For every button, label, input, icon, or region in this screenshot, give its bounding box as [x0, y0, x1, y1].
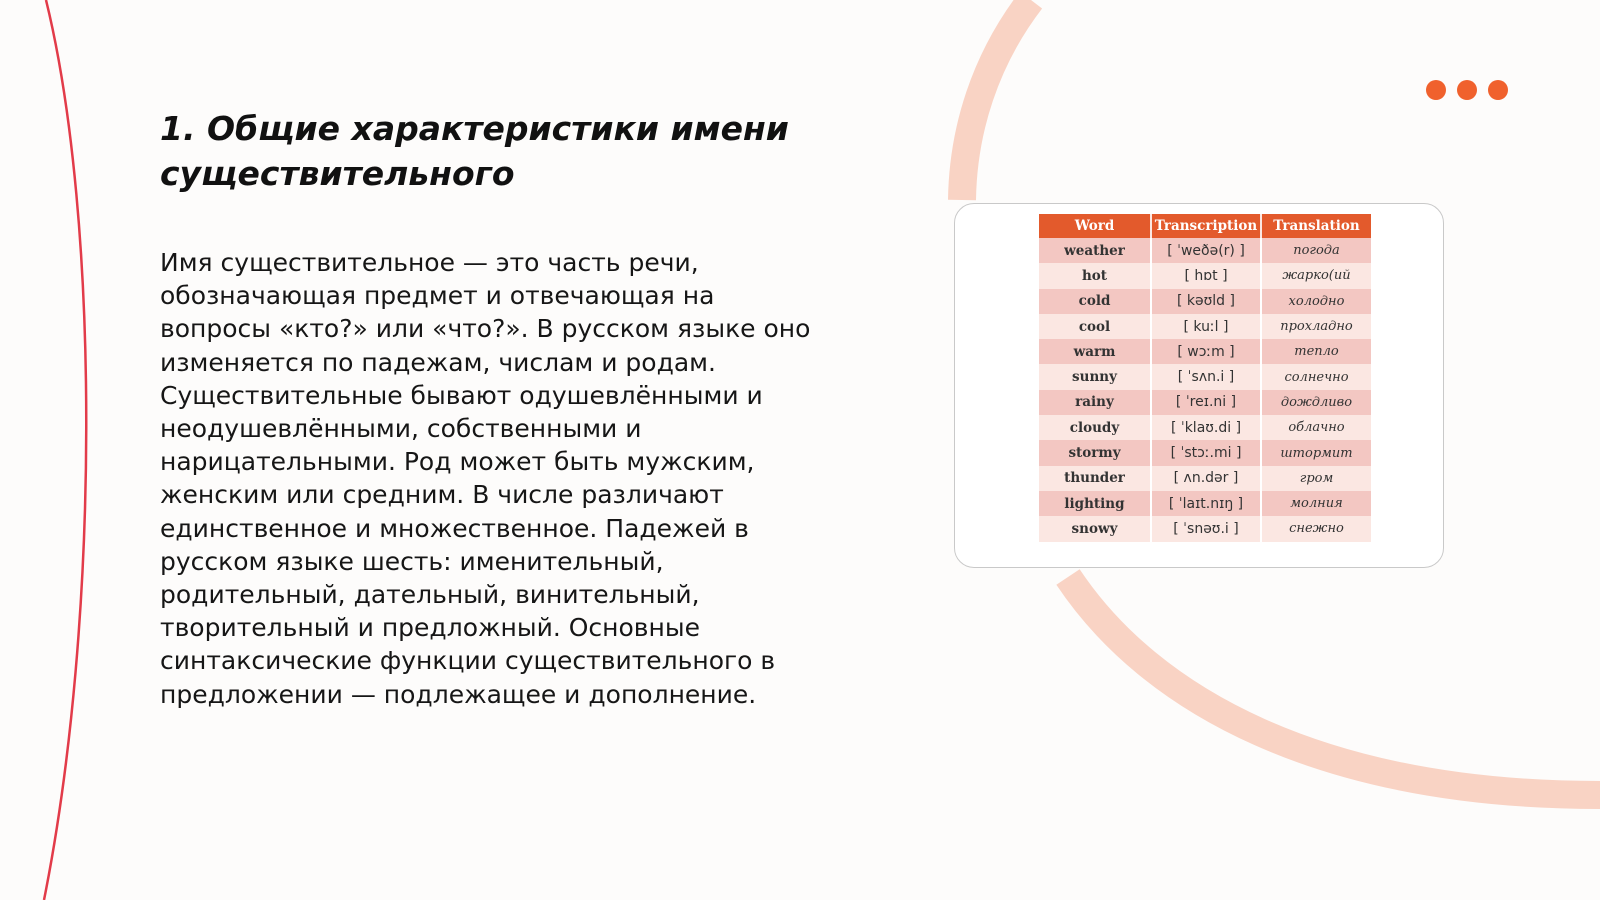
transcription-cell: [ ʌn.dər ] — [1151, 466, 1261, 491]
word-cell: rainy — [1039, 390, 1151, 415]
table-row — [1039, 339, 1371, 364]
transcription-cell: [ ˈreɪ.ni ] — [1151, 390, 1261, 415]
translation-cell: гром — [1299, 470, 1334, 486]
translation-cell: облачно — [1288, 420, 1345, 436]
header-transcription: Transcription — [1151, 214, 1261, 238]
transcription-cell: [ ˈlaɪt.nɪŋ ] — [1151, 491, 1261, 516]
top-ring-arc — [962, 0, 1031, 200]
word-cell: thunder — [1039, 466, 1151, 491]
table-row — [1039, 466, 1371, 491]
translation-cell: погода — [1293, 243, 1340, 259]
translation-cell: тепло — [1294, 344, 1339, 360]
table-row — [1039, 516, 1371, 541]
translation-cell: штормит — [1280, 445, 1353, 461]
table-header-row — [1039, 214, 1371, 238]
word-cell: sunny — [1039, 364, 1151, 389]
transcription-cell: [ kəʊld ] — [1151, 289, 1261, 314]
translation-cell: холодно — [1288, 293, 1345, 309]
translation-cell: молния — [1290, 496, 1343, 512]
header-word: Word — [1039, 214, 1151, 238]
transcription-cell: [ ˈweðə(r) ] — [1151, 238, 1261, 263]
transcription-cell: [ wɔːm ] — [1151, 339, 1261, 364]
bottom-ring-arc — [1068, 577, 1600, 795]
dot — [1488, 80, 1508, 100]
table-row — [1039, 491, 1371, 516]
slide-body-text: Имя существительное — это часть речи, обозначающая предмет и отвечающая на вопросы «кто?» или «что?». В русском языке оно изменяется по падежам, числам и родам. Существительные бывают одушевлёнными и неодушевлёнными, собственными и нарицательными. Род может быть мужским, женским или средним. В числе различают единственное и множественное. Падежей в русском языке шесть: именительный, родительный, дательный, винительный, творительный и предложный. Основные синтаксические функции существительного в предложении — подлежащее и дополнение. — [160, 248, 811, 709]
word-cell: stormy — [1039, 440, 1151, 465]
transcription-cell: [ ˈsʌn.i ] — [1151, 364, 1261, 389]
transcription-cell: [ ˈsnəʊ.i ] — [1151, 516, 1261, 541]
table-row — [1039, 440, 1371, 465]
dot — [1457, 80, 1477, 100]
translation-cell: снежно — [1289, 521, 1344, 537]
left-curve-line — [44, 0, 86, 900]
table-row — [1039, 263, 1371, 288]
table-body — [1039, 238, 1371, 542]
slide-title: 1. Общие характеристики имени существительного — [160, 109, 789, 193]
table-row — [1039, 364, 1371, 389]
table-row — [1039, 289, 1371, 314]
transcription-cell: [ ˈstɔː.mi ] — [1151, 440, 1261, 465]
table-row — [1039, 390, 1371, 415]
transcription-cell: [ hɒt ] — [1151, 263, 1261, 288]
word-cell: hot — [1039, 263, 1151, 288]
word-cell: warm — [1039, 339, 1151, 364]
transcription-cell: [ ˈklaʊ.di ] — [1151, 415, 1261, 440]
weather-vocabulary-table — [1039, 214, 1371, 542]
word-cell: cold — [1039, 289, 1151, 314]
word-cell: cool — [1039, 314, 1151, 339]
vocabulary-table-card — [954, 203, 1444, 568]
word-cell: weather — [1039, 238, 1151, 263]
table-row — [1039, 314, 1371, 339]
word-cell: cloudy — [1039, 415, 1151, 440]
translation-cell: жарко(ий — [1282, 268, 1351, 284]
word-cell: lighting — [1039, 491, 1151, 516]
transcription-cell: [ kuːl ] — [1151, 314, 1261, 339]
header-translation: Translation — [1261, 214, 1371, 238]
translation-cell: солнечно — [1284, 369, 1349, 385]
word-cell: snowy — [1039, 516, 1151, 541]
translation-cell: дождливо — [1280, 394, 1353, 410]
translation-cell: прохладно — [1280, 319, 1353, 335]
dot — [1426, 80, 1446, 100]
three-dots-icon — [1426, 80, 1512, 100]
table-row — [1039, 238, 1371, 263]
table-row — [1039, 415, 1371, 440]
